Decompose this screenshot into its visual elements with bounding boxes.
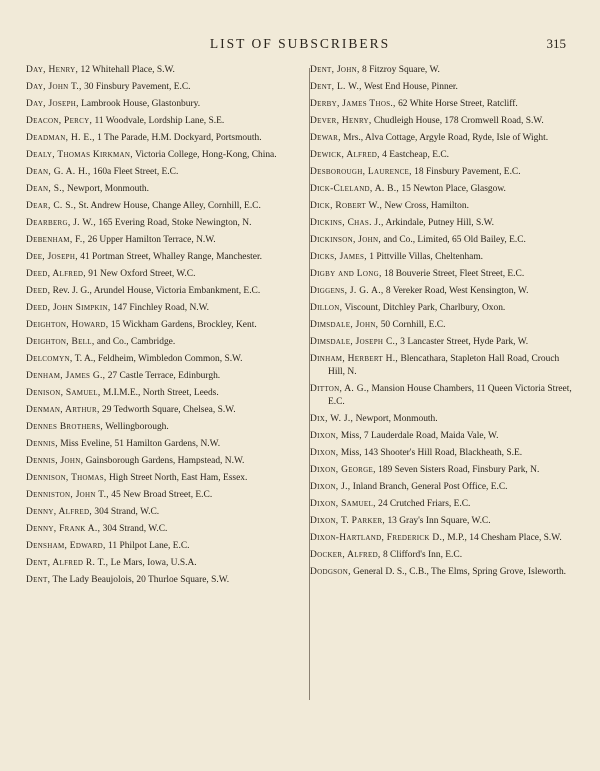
subscriber-columns: [26, 64, 574, 591]
subscriber-address: 15 Newton Place, Glasgow.: [401, 184, 506, 194]
subscriber-address: 11 Woodvale, Lordship Lane, S.E.: [94, 116, 225, 126]
subscriber-name: Dent, L. W.,: [310, 82, 362, 92]
subscriber-address: 304 Strand, W.C.: [94, 507, 160, 517]
subscriber-name: Delcomyn,: [26, 354, 73, 364]
subscriber-address: 18 Bouverie Street, Fleet Street, E.C.: [383, 269, 525, 279]
subscriber-name: Dennison, Thomas,: [26, 473, 107, 483]
subscriber-address: Newport, Monmouth.: [355, 414, 438, 424]
subscriber-address: Newport, Monmouth.: [66, 184, 150, 194]
subscriber-name: Dinham, Herbert H.,: [310, 354, 399, 364]
subscriber-name: Dix, W. J.,: [310, 414, 354, 424]
subscriber-name: Denny, Alfred,: [26, 507, 92, 517]
subscriber-entry: [310, 200, 574, 213]
subscriber-entry: [310, 353, 574, 379]
subscriber-address: M.I.M.E., North Street, Leeds.: [102, 388, 219, 398]
subscriber-entry: [310, 115, 574, 128]
subscriber-entry: [26, 455, 290, 468]
subscriber-address: 1 Pittville Villas, Cheltenham.: [369, 252, 484, 262]
subscriber-name: Docker, Alfred,: [310, 550, 381, 560]
right-column: [298, 64, 574, 591]
subscriber-name: Dimsdale, John,: [310, 320, 379, 330]
subscriber-entry: [310, 132, 574, 145]
subscriber-name: Diggens, J. G. A.,: [310, 286, 384, 296]
subscriber-entry: [310, 251, 574, 264]
subscriber-entry: [310, 149, 574, 162]
subscriber-name: Debenham, F.,: [26, 235, 86, 245]
subscriber-entry: [26, 557, 290, 570]
subscriber-address: 8 Clifford's Inn, E.C.: [382, 550, 463, 560]
subscriber-address: Chudleigh House, 178 Cromwell Road, S.W.: [373, 116, 544, 126]
subscriber-name: Densham, Edward,: [26, 541, 106, 551]
subscriber-entry: [26, 200, 290, 213]
page-header: [26, 36, 574, 64]
subscriber-address: Lambrook House, Glastonbury.: [81, 99, 201, 109]
subscriber-address: T. A., Feldheim, Wimbledon Common, S.W.: [74, 354, 243, 364]
subscriber-name: Deed, John Simpkin,: [26, 303, 111, 313]
subscriber-address: 147 Finchley Road, N.W.: [112, 303, 210, 313]
subscriber-name: Ditton, A. G.,: [310, 384, 370, 394]
subscriber-name: Dean, S.,: [26, 184, 65, 194]
subscriber-address: 12 Whitehall Place, S.W.: [80, 65, 175, 75]
subscriber-entry: [26, 285, 290, 298]
subscriber-entry: [310, 566, 574, 579]
subscriber-name: Denniston, John T.,: [26, 490, 109, 500]
subscriber-entry: [26, 353, 290, 366]
subscriber-name: Dickins, Chas. J.,: [310, 218, 384, 228]
subscriber-entry: [26, 336, 290, 349]
subscriber-entry: [310, 285, 574, 298]
subscriber-entry: [310, 217, 574, 230]
subscriber-entry: [310, 549, 574, 562]
subscriber-entry: [310, 447, 574, 460]
subscriber-name: Dee, Joseph,: [26, 252, 78, 262]
subscriber-entry: [26, 540, 290, 553]
subscriber-entry: [26, 421, 290, 434]
subscriber-entry: [310, 498, 574, 511]
subscriber-entry: [26, 149, 290, 162]
subscriber-entry: [310, 464, 574, 477]
subscriber-name: Deacon, Percy,: [26, 116, 93, 126]
subscriber-entry: [310, 81, 574, 94]
subscriber-entry: [26, 506, 290, 519]
page-title: LIST OF SUBSCRIBERS: [209, 36, 391, 51]
subscriber-entry: [310, 413, 574, 426]
subscriber-name: Dicks, James,: [310, 252, 367, 262]
subscriber-address: St. Andrew House, Change Alley, Cornhill, E.C.: [78, 201, 261, 211]
subscriber-address: 30 Finsbury Pavement, E.C.: [84, 82, 191, 92]
subscriber-name: Dixon-Hartland, Frederick D.,: [310, 533, 445, 543]
subscriber-address: Wellingborough.: [105, 422, 169, 432]
subscriber-address: 8 Fitzroy Square, W.: [362, 65, 440, 75]
subscriber-address: Mansion House Chambers, 11 Queen Victoria Street, E.C.: [328, 384, 572, 407]
subscriber-entry: [310, 481, 574, 494]
subscriber-address: Mrs., Alva Cottage, Argyle Road, Ryde, Isle of Wight.: [343, 133, 549, 143]
subscriber-entry: [26, 319, 290, 332]
subscriber-entry: [26, 251, 290, 264]
subscriber-entry: [26, 217, 290, 230]
subscriber-entry: [310, 319, 574, 332]
subscriber-name: Dixon,: [310, 448, 339, 458]
subscriber-address: 45 New Broad Street, E.C.: [111, 490, 213, 500]
subscriber-entry: [26, 115, 290, 128]
subscriber-address: Arkindale, Putney Hill, S.W.: [385, 218, 494, 228]
subscriber-address: and Co., Limited, 65 Old Bailey, E.C.: [383, 235, 526, 245]
subscriber-name: Dixon, T. Parker,: [310, 516, 386, 526]
subscriber-entry: [26, 489, 290, 502]
subscriber-entry: [26, 234, 290, 247]
subscriber-name: Denham, James G.,: [26, 371, 106, 381]
subscriber-name: Day, Joseph,: [26, 99, 79, 109]
subscriber-name: Dixon,: [310, 431, 339, 441]
subscriber-address: Blencathara, Stapleton Hall Road, Crouch Hill, N.: [328, 354, 560, 377]
subscriber-address: Miss Eveline, 51 Hamilton Gardens, N.W.: [60, 439, 221, 449]
subscriber-name: Dent, Alfred R. T.,: [26, 558, 109, 568]
subscriber-entry: [310, 383, 574, 409]
subscriber-name: Dodgson,: [310, 567, 351, 577]
subscriber-name: Dixon, Samuel,: [310, 499, 376, 509]
subscriber-name: Dick, Robert W.,: [310, 201, 383, 211]
subscriber-entry: [26, 81, 290, 94]
subscriber-address: 8 Vereker Road, West Kensington, W.: [385, 286, 529, 296]
subscriber-entry: [310, 166, 574, 179]
subscriber-name: Deed,: [26, 286, 51, 296]
subscriber-entry: [26, 370, 290, 383]
subscriber-name: Dewick, Alfred,: [310, 150, 380, 160]
subscriber-name: Dealy, Thomas Kirkman,: [26, 150, 133, 160]
subscriber-name: Denman, Arthur,: [26, 405, 100, 415]
left-column: [26, 64, 298, 591]
subscriber-address: 91 New Oxford Street, W.C.: [88, 269, 196, 279]
subscriber-name: Deadman, H. E.,: [26, 133, 95, 143]
subscriber-name: Dennes Brothers,: [26, 422, 104, 432]
subscriber-address: 18 Finsbury Pavement, E.C.: [414, 167, 521, 177]
subscriber-name: Dean, G. A. H.,: [26, 167, 91, 177]
subscriber-address: Miss, 7 Lauderdale Road, Maida Vale, W.: [340, 431, 499, 441]
subscriber-address: Miss, 143 Shooter's Hill Road, Blackheath, S.E.: [340, 448, 523, 458]
subscriber-name: Deighton, Bell,: [26, 337, 95, 347]
subscriber-name: Denison, Samuel,: [26, 388, 101, 398]
subscriber-address: 304 Strand, W.C.: [102, 524, 168, 534]
subscriber-address: 41 Portman Street, Whalley Range, Manchester.: [80, 252, 262, 262]
subscriber-entry: [310, 183, 574, 196]
subscriber-name: Dearberg, J. W.,: [26, 218, 96, 228]
subscriber-entry: [310, 234, 574, 247]
subscriber-name: Day, Henry,: [26, 65, 79, 75]
subscriber-address: 24 Crutched Friars, E.C.: [378, 499, 471, 509]
subscriber-address: 29 Tedworth Square, Chelsea, S.W.: [102, 405, 236, 415]
subscriber-address: 50 Cornhill, E.C.: [380, 320, 446, 330]
subscriber-name: Dennis, John,: [26, 456, 84, 466]
subscriber-name: Deighton, Howard,: [26, 320, 109, 330]
subscriber-entry: [26, 64, 290, 77]
subscriber-entry: [26, 166, 290, 179]
subscriber-address: 4 Eastcheap, E.C.: [382, 150, 449, 160]
subscriber-entry: [26, 523, 290, 536]
subscriber-entry: [310, 532, 574, 545]
subscriber-name: Dixon, George,: [310, 465, 376, 475]
subscriber-address: 160a Fleet Street, E.C.: [92, 167, 179, 177]
subscriber-entry: [26, 98, 290, 111]
subscriber-address: 189 Seven Sisters Road, Finsbury Park, N.: [378, 465, 540, 475]
subscriber-name: Dick-Cleland, A. B.,: [310, 184, 400, 194]
subscriber-address: Rev. J. G., Arundel House, Victoria Embankment, E.C.: [52, 286, 261, 296]
subscriber-entry: [310, 515, 574, 528]
subscriber-name: Dillon,: [310, 303, 343, 313]
subscriber-name: Dent, John,: [310, 65, 360, 75]
subscriber-address: Le Mars, Iowa, U.S.A.: [110, 558, 197, 568]
subscriber-name: Day, John T.,: [26, 82, 82, 92]
subscriber-address: 1 The Parade, H.M. Dockyard, Portsmouth.: [97, 133, 262, 143]
subscriber-name: Digby and Long,: [310, 269, 382, 279]
subscriber-name: Denny, Frank A.,: [26, 524, 101, 534]
subscriber-entry: [310, 98, 574, 111]
subscriber-entry: [26, 472, 290, 485]
subscriber-name: Dear, C. S.,: [26, 201, 77, 211]
subscriber-name: Desborough, Laurence,: [310, 167, 412, 177]
subscriber-address: Viscount, Ditchley Park, Charlbury, Oxon.: [344, 303, 506, 313]
subscriber-name: Dickinson, John,: [310, 235, 381, 245]
subscriber-name: Dever, Henry,: [310, 116, 372, 126]
subscriber-name: Dixon, J.,: [310, 482, 351, 492]
subscriber-name: Dimsdale, Joseph C.,: [310, 337, 398, 347]
subscriber-entry: [26, 268, 290, 281]
subscriber-entry: [26, 438, 290, 451]
subscriber-entry: [26, 183, 290, 196]
subscriber-name: Deed, Alfred,: [26, 269, 86, 279]
subscriber-address: 62 White Horse Street, Ratcliff.: [398, 99, 518, 109]
subscriber-name: Dent,: [26, 575, 51, 585]
subscriber-entry: [310, 336, 574, 349]
subscriber-entry: [26, 302, 290, 315]
subscriber-address: 13 Gray's Inn Square, W.C.: [387, 516, 491, 526]
subscriber-entry: [26, 387, 290, 400]
subscriber-entry: [310, 302, 574, 315]
subscriber-address: Inland Branch, General Post Office, E.C.: [352, 482, 508, 492]
subscriber-address: 15 Wickham Gardens, Brockley, Kent.: [110, 320, 257, 330]
subscriber-address: West End House, Pinner.: [364, 82, 458, 92]
subscriber-name: Dennis,: [26, 439, 58, 449]
subscriber-entry: [310, 430, 574, 443]
subscriber-address: and Co., Cambridge.: [96, 337, 176, 347]
subscriber-entry: [310, 268, 574, 281]
page-number: 315: [546, 36, 566, 51]
subscriber-entry: [26, 404, 290, 417]
column-divider: [309, 68, 310, 700]
subscriber-address: 3 Lancaster Street, Hyde Park, W.: [400, 337, 529, 347]
subscriber-address: 27 Castle Terrace, Edinburgh.: [107, 371, 221, 381]
subscriber-address: M.P., 14 Chesham Place, S.W.: [447, 533, 562, 543]
subscriber-name: Derby, James Thos.,: [310, 99, 396, 109]
subscriber-address: 11 Philpot Lane, E.C.: [108, 541, 190, 551]
subscriber-entry: [26, 132, 290, 145]
subscriber-entry: [26, 574, 290, 587]
subscriber-address: High Street North, East Ham, Essex.: [108, 473, 248, 483]
subscriber-address: Gainsborough Gardens, Hampstead, N.W.: [85, 456, 245, 466]
subscriber-address: Victoria College, Hong-Kong, China.: [135, 150, 277, 160]
subscriber-name: Dewar,: [310, 133, 341, 143]
subscriber-address: 165 Evering Road, Stoke Newington, N.: [98, 218, 252, 228]
subscriber-address: General D. S., C.B., The Elms, Spring Grove, Isleworth.: [353, 567, 567, 577]
subscriber-address: The Lady Beaujolois, 20 Thurloe Square, S.W.: [52, 575, 230, 585]
subscriber-address: New Cross, Hamilton.: [384, 201, 469, 211]
subscriber-address: 26 Upper Hamilton Terrace, N.W.: [87, 235, 216, 245]
subscriber-entry: [310, 64, 574, 77]
